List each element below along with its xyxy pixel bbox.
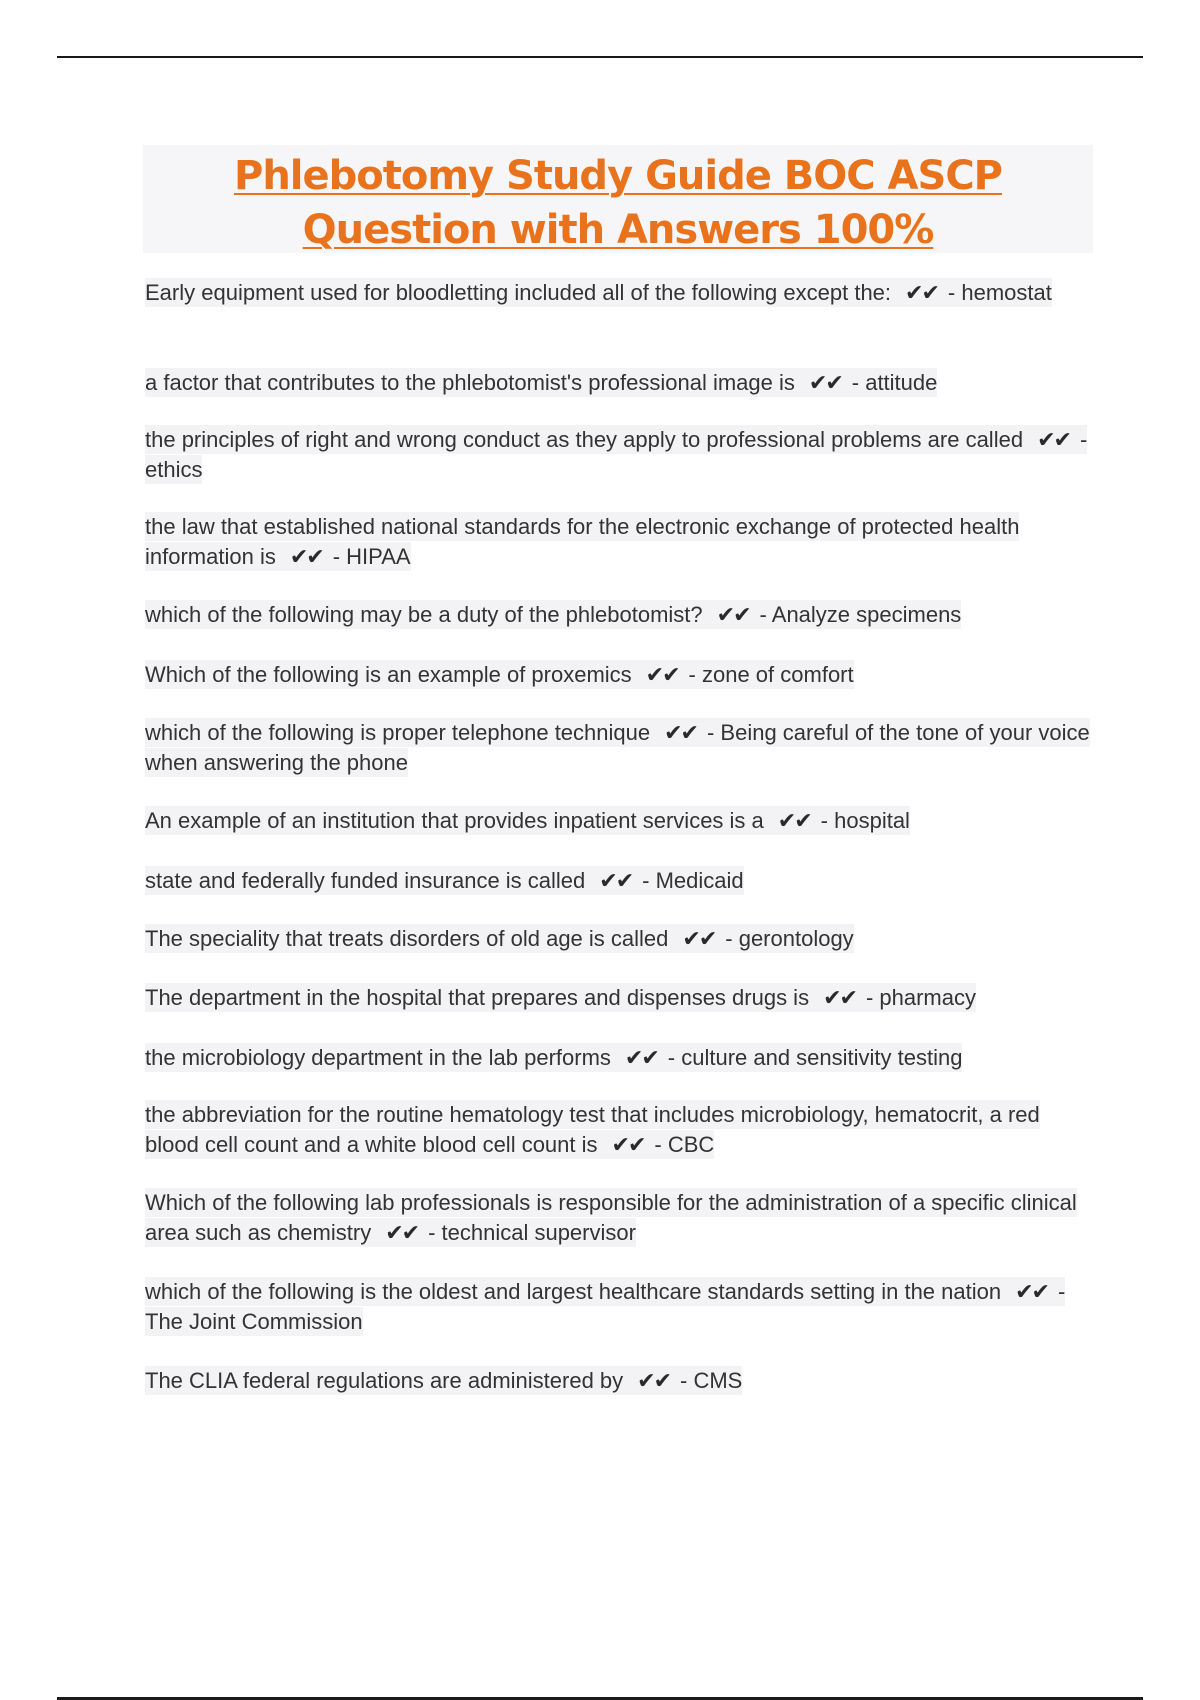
question-text: state and federally funded insurance is called	[145, 868, 586, 893]
question-text: a factor that contributes to the phlebotomist's professional image is	[145, 370, 795, 395]
answer-text: - gerontology	[725, 926, 854, 951]
answer-text: - Medicaid	[642, 868, 744, 893]
qa-item	[145, 1277, 1095, 1337]
question-text: Which of the following is an example of proxemics	[145, 662, 632, 687]
qa-item	[145, 866, 1095, 896]
qa-item	[145, 1043, 1095, 1073]
title-line-2: Question with Answers 100%	[302, 207, 934, 253]
qa-item	[145, 425, 1095, 485]
qa-item	[145, 924, 1095, 954]
double-check-icon: ✔✔	[611, 1132, 645, 1157]
answer-text: - zone of comfort	[688, 662, 854, 687]
header-rule	[57, 56, 1143, 58]
double-check-icon: ✔✔	[645, 662, 679, 687]
question-text: which of the following is the oldest and largest healthcare standards setting in the nation	[145, 1279, 1002, 1304]
question-text: which of the following is proper telephone technique	[145, 720, 651, 745]
double-check-icon: ✔✔	[385, 1220, 419, 1245]
answer-text: - CBC	[654, 1132, 715, 1157]
double-check-icon: ✔✔	[1037, 427, 1070, 452]
question-text: The department in the hospital that prepares and dispenses drugs is	[145, 985, 810, 1010]
question-text: the microbiology department in the lab performs	[145, 1045, 611, 1070]
question-text: the abbreviation for the routine hematology test that includes microbiology, hematocrit, a red blood cell count and a white blood cell count is	[145, 1102, 1040, 1157]
qa-item	[145, 512, 1095, 572]
double-check-icon: ✔✔	[905, 280, 938, 305]
qa-item	[145, 600, 1095, 630]
double-check-icon: ✔✔	[289, 544, 323, 569]
answer-text: - Analyze specimens	[759, 602, 962, 627]
double-check-icon: ✔✔	[808, 370, 842, 395]
double-check-icon: ✔✔	[716, 602, 750, 627]
question-text: The speciality that treats disorders of old age is called	[145, 926, 669, 951]
title-line-1: Phlebotomy Study Guide BOC ASCP	[234, 153, 1002, 199]
question-text: which of the following may be a duty of the phlebotomist?	[145, 602, 703, 627]
double-check-icon: ✔✔	[777, 808, 811, 833]
answer-text: - attitude	[851, 370, 938, 395]
title-block	[143, 145, 1093, 253]
double-check-icon: ✔✔	[637, 1368, 671, 1393]
question-text: Early equipment used for bloodletting included all of the following except the:	[145, 280, 892, 305]
answer-text: - pharmacy	[865, 985, 976, 1010]
double-check-icon: ✔✔	[664, 720, 697, 745]
double-check-icon: ✔✔	[682, 926, 716, 951]
double-check-icon: ✔✔	[1015, 1279, 1048, 1304]
answer-text: - hemostat	[947, 280, 1052, 305]
qa-item	[145, 718, 1095, 778]
answer-text: - culture and sensitivity testing	[667, 1045, 963, 1070]
answer-text: - The Joint Commission	[145, 1279, 1066, 1334]
document-title	[143, 145, 1093, 257]
question-text: the principles of right and wrong conduct as they apply to professional problems are called	[145, 427, 1024, 452]
qa-item	[145, 660, 1095, 690]
answer-text: - technical supervisor	[428, 1220, 636, 1245]
answer-text: - HIPAA	[332, 544, 411, 569]
question-text: The CLIA federal regulations are administered by	[145, 1368, 624, 1393]
qa-item	[145, 1366, 1095, 1396]
double-check-icon: ✔✔	[599, 868, 633, 893]
answer-text: - ethics	[145, 427, 1088, 482]
double-check-icon: ✔✔	[624, 1045, 658, 1070]
answer-text: - CMS	[680, 1368, 743, 1393]
qa-item	[145, 806, 1095, 836]
qa-item	[145, 368, 1095, 398]
answer-text: - Being careful of the tone of your voice when answering the phone	[145, 720, 1090, 775]
question-text: Which of the following lab professionals is responsible for the administration of a specific clinical area such as chemistry	[145, 1190, 1077, 1245]
qa-item	[145, 1100, 1095, 1160]
answer-text: - hospital	[820, 808, 910, 833]
qa-item	[145, 983, 1095, 1013]
question-text: the law that established national standards for the electronic exchange of protected health information is	[145, 514, 1020, 569]
double-check-icon: ✔✔	[823, 985, 856, 1010]
qa-item	[145, 1188, 1095, 1248]
question-text: An example of an institution that provides inpatient services is a	[145, 808, 764, 833]
qa-item	[145, 278, 1095, 308]
